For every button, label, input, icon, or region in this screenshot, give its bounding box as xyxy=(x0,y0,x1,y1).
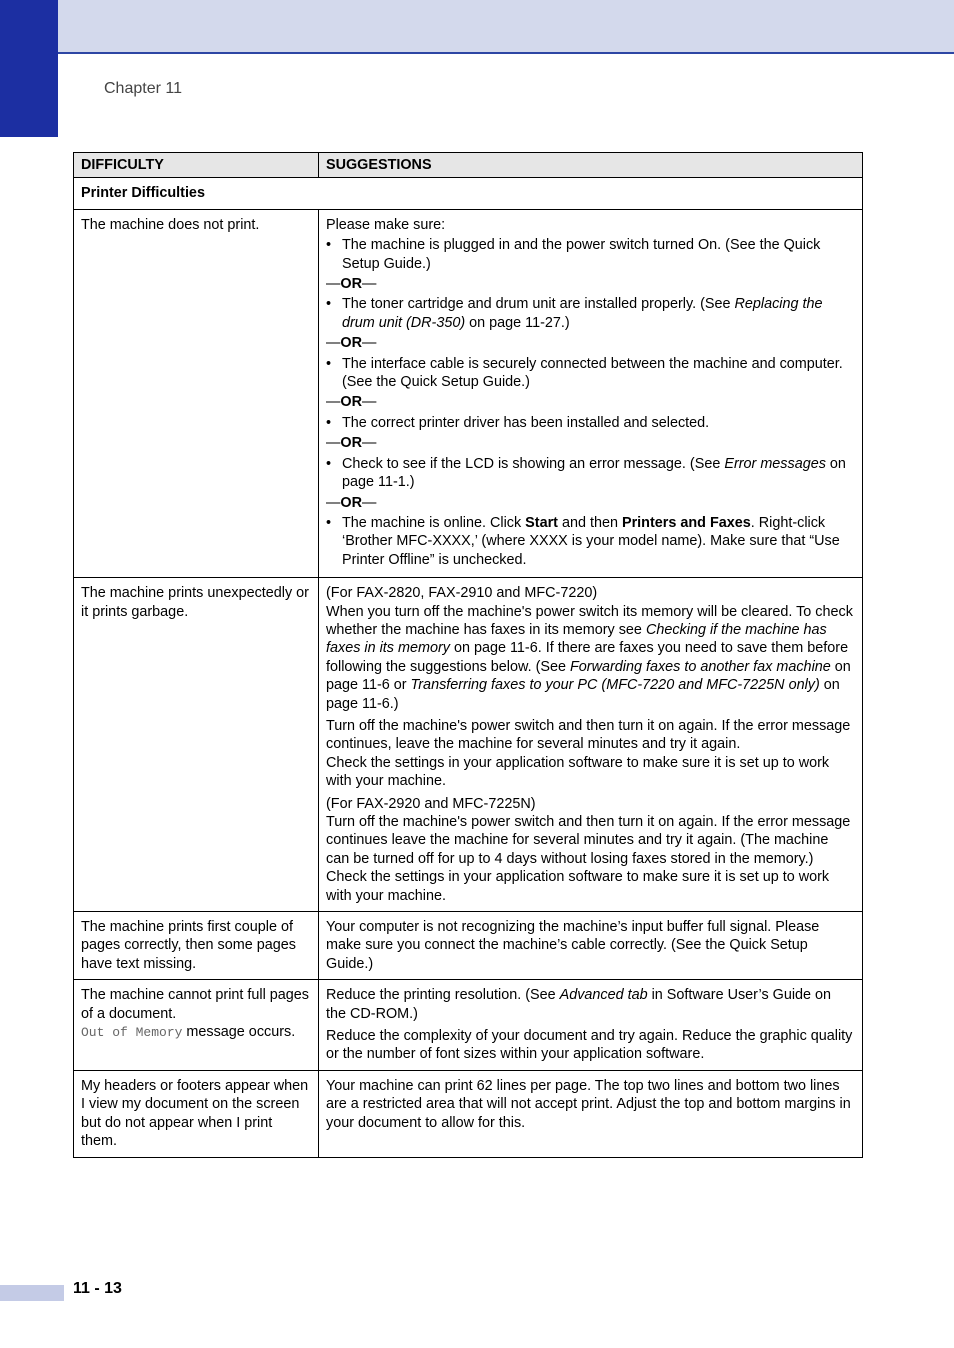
difficulty-cell xyxy=(74,912,319,980)
table-row xyxy=(74,209,863,577)
cross-reference: Forwarding faxes to another fax machine xyxy=(570,658,831,675)
suggestion-paragraph: Check the settings in your application software to make sure it is set up to work with your machine. xyxy=(326,754,830,790)
chapter-tab-block xyxy=(0,0,58,137)
difficulty-cell xyxy=(74,1070,319,1157)
cross-reference: Replacing the drum unit (DR-350) xyxy=(342,296,823,331)
table-row xyxy=(74,912,863,980)
difficulty-text: The machine cannot print full pages of a document. xyxy=(81,987,309,1022)
suggestions-cell xyxy=(319,1070,863,1157)
page-number: 11 - 13 xyxy=(73,1280,122,1297)
cross-reference: Transferring faxes to your PC (MFC-7220 and MFC-7225N only) xyxy=(410,677,820,694)
suggestion-paragraph: Reduce the printing resolution. (See Advanced tab in Software User’s Guide on the CD-ROM.) xyxy=(326,987,832,1022)
bullet-list xyxy=(326,295,855,332)
suggestion-paragraph: When you turn off the machine's power switch its memory will be cleared. To check whether the machine has faxes in its memory see Checking if the machine has faxes in its memory on page 11-6. If there are faxes you need to save them before following the suggestions below. (See Forwarding faxes to another fax machine on page 11-6 or Transferring faxes to your PC (MFC-7220 and MFC-7225N only) on page 11-6.) xyxy=(326,603,853,712)
difficulty-cell xyxy=(74,578,319,912)
or-separator: —OR— xyxy=(326,435,377,452)
suggestion-paragraph: Reduce the complexity of your document and try again. Reduce the graphic quality or the number of font sizes within your application software. xyxy=(326,1028,853,1063)
column-header-difficulty: DIFFICULTY xyxy=(74,153,319,178)
section-row xyxy=(74,178,863,209)
bullet-list xyxy=(326,455,855,492)
suggestion-paragraph: Your machine can print 62 lines per page. The top two lines and bottom two lines are a restricted area that will not accept print. Adjust the top and bottom margins in your document to allow for this. xyxy=(326,1077,851,1131)
suggestion-paragraph: Your computer is not recognizing the machine’s input buffer full signal. Please make sure you connect the machine’s cable correctly. (See the Quick Setup Guide.) xyxy=(326,919,820,972)
or-separator: —OR— xyxy=(326,335,377,352)
column-header-suggestions: SUGGESTIONS xyxy=(319,153,863,178)
or-separator: —OR— xyxy=(326,494,377,511)
suggestions-cell xyxy=(319,980,863,1071)
or-separator: —OR— xyxy=(326,394,377,411)
difficulty-text: The machine prints unexpectedly or it prints garbage. xyxy=(81,585,309,620)
list-item: • Check to see if the LCD is showing an error message. (See Error messages on page 11-1.) xyxy=(326,455,855,492)
troubleshooting-table xyxy=(73,152,863,1158)
or-separator: —OR— xyxy=(326,276,377,293)
difficulty-text: The machine prints first couple of pages correctly, then some pages have text missing. xyxy=(81,919,296,972)
table-row xyxy=(74,578,863,912)
table-header-row xyxy=(74,153,863,178)
header-band xyxy=(0,0,954,54)
start-menu-name: Start xyxy=(525,514,558,531)
table-row xyxy=(74,980,863,1071)
difficulty-text: The machine does not print. xyxy=(81,216,260,233)
bullet-list xyxy=(326,355,855,392)
bullet-list xyxy=(326,236,855,273)
list-item: • The correct printer driver has been installed and selected. xyxy=(326,414,855,432)
suggestion-paragraph: Check the settings in your application software to make sure it is set up to work with your machine. xyxy=(326,869,830,904)
list-item: • The interface cable is securely connected between the machine and computer. (See the Quick Setup Guide.) xyxy=(326,355,855,392)
bullet-list xyxy=(326,514,855,569)
suggestions-cell xyxy=(319,912,863,980)
difficulty-cell: The machine cannot print full pages of a document. Out of Memory message occurs. xyxy=(74,980,319,1071)
list-item: • The machine is online. Click Start and then Printers and Faxes. Right-click ‘Brother MFC-XXXX,’ (where XXXX is your model name). Make sure that “Use Printer Offline” is unchecked. xyxy=(326,514,855,569)
difficulty-text: My headers or footers appear when I view my document on the screen but do not appear when I print them. xyxy=(81,1077,309,1150)
suggestions-cell xyxy=(319,209,863,577)
list-item: • The toner cartridge and drum unit are installed properly. (See Replacing the drum unit (DR-350) on page 11-27.) xyxy=(326,295,855,332)
table-row xyxy=(74,1070,863,1157)
model-note: (For FAX-2920 and MFC-7225N) xyxy=(326,795,536,812)
intro-text: Please make sure: xyxy=(326,216,446,233)
printers-faxes-name: Printers and Faxes xyxy=(621,514,751,531)
chapter-label: Chapter 11 xyxy=(104,80,182,97)
list-item: • The machine is plugged in and the power switch turned On. (See the Quick Setup Guide.) xyxy=(326,236,855,273)
lcd-message: Out of Memory xyxy=(81,1025,183,1041)
model-note: (For FAX-2820, FAX-2910 and MFC-7220) xyxy=(326,585,598,602)
suggestions-cell xyxy=(319,578,863,912)
cross-reference: Error messages xyxy=(724,455,826,472)
section-title: Printer Difficulties xyxy=(74,178,863,209)
difficulty-cell xyxy=(74,209,319,577)
cross-reference: Checking if the machine has faxes in its memory xyxy=(326,621,827,657)
footer-bar xyxy=(0,1285,64,1301)
bullet-list xyxy=(326,414,855,432)
suggestion-paragraph: Turn off the machine's power switch and then turn it on again. If the error message continues leave the machine for several minutes and try it again. (The machine can be turned off for up to 4 days without losing faxes stored in the memory.) xyxy=(326,814,851,867)
suggestion-paragraph: Turn off the machine's power switch and then turn it on again. If the error message continues, leave the machine for several minutes and try it again. xyxy=(326,717,851,753)
cross-reference: Advanced tab xyxy=(559,987,648,1004)
